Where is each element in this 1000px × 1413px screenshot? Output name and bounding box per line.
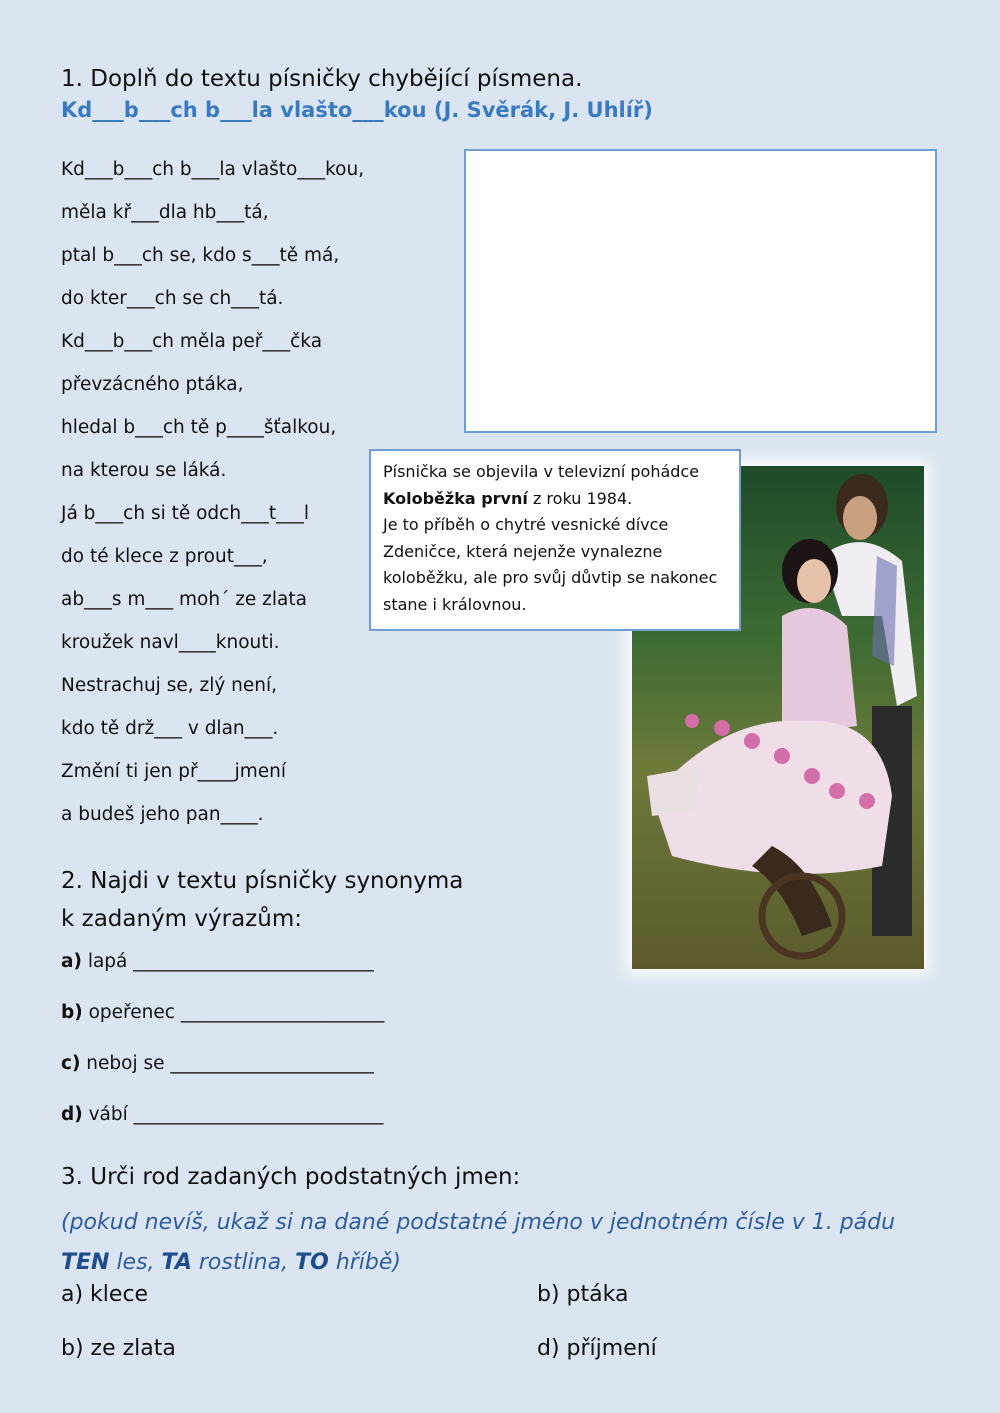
- item-word: neboj se: [80, 1053, 171, 1074]
- hint-hribe: hříbě): [328, 1250, 402, 1275]
- answer-blank[interactable]: __________________________: [133, 951, 374, 972]
- item-letter: c): [61, 1053, 81, 1074]
- answer-box[interactable]: [464, 149, 937, 433]
- lyric-line: hledal b___ch tě p____šťalkou,: [61, 417, 337, 438]
- task3-hint: [61, 1203, 981, 1283]
- lyric-line: Nestrachuj se, zlý není,: [61, 675, 278, 696]
- hint-ten: TEN: [61, 1250, 110, 1275]
- song-lyrics: [61, 148, 364, 836]
- lyric-line: kdo tě drž___ v dlan___.: [61, 718, 279, 739]
- synonym-item[interactable]: [61, 995, 384, 1046]
- hint-to: TO: [295, 1250, 329, 1275]
- item-letter: b): [61, 1002, 83, 1023]
- gender-item[interactable]: b) ptáka: [537, 1282, 629, 1307]
- info-description: Je to příběh o chytré vesnické dívce Zdeničce, která nejenže vynalezne koloběžku, ale pro svůj důvtip se nakonec stane i královnou.: [383, 515, 718, 614]
- hint-line: (pokud nevíš, ukaž si na dané podstatné jméno v jednotném čísle v 1. pádu: [61, 1210, 896, 1235]
- lyric-line: do kter___ch se ch___tá.: [61, 288, 284, 309]
- item-letter: d): [61, 1104, 83, 1125]
- lyric-line: ab___s m___ moh´ ze zlata: [61, 589, 307, 610]
- lyric-line: Kd___b___ch b___la vlašto___kou,: [61, 159, 365, 180]
- item-letter: a): [61, 951, 82, 972]
- lyric-line: ptal b___ch se, kdo s___tě má,: [61, 245, 340, 266]
- info-text: Písnička se objevila v televizní pohádce: [383, 462, 700, 481]
- lyric-line: Změní ti jen př____jmení: [61, 761, 286, 782]
- lyric-line: Kd___b___ch měla peř___čka: [61, 331, 323, 352]
- answer-blank[interactable]: ______________________: [180, 1002, 385, 1023]
- gender-item[interactable]: b) ze zlata: [61, 1336, 176, 1361]
- task2-title: [61, 862, 463, 938]
- answer-blank[interactable]: ______________________: [170, 1053, 374, 1074]
- info-movie-title: Koloběžka první: [383, 488, 528, 508]
- lyric-line: měla kř___dla hb___tá,: [61, 202, 269, 223]
- info-year: z roku 1984.: [527, 488, 633, 508]
- task1-song-title: Kd___b___ch b___la vlašto___kou (J. Svěrák, J. Uhlíř): [61, 98, 653, 122]
- answer-blank[interactable]: ___________________________: [133, 1104, 384, 1125]
- info-box: [369, 449, 741, 631]
- lyric-line: na kterou se láká.: [61, 460, 227, 481]
- gender-item[interactable]: a) klece: [61, 1282, 149, 1307]
- item-word: vábí: [82, 1104, 134, 1125]
- hint-les: les,: [109, 1250, 162, 1275]
- lyric-line: Já b___ch si tě odch___t___l: [61, 503, 309, 524]
- lyric-line: kroužek navl____knouti.: [61, 632, 280, 653]
- task3-title: 3. Urči rod zadaných podstatných jmen:: [61, 1164, 521, 1190]
- task2-title-line: 2. Najdi v textu písničky synonyma: [61, 868, 464, 894]
- hint-line: [61, 1243, 981, 1283]
- synonym-item[interactable]: [61, 1046, 384, 1097]
- task2-title-line: k zadaným výrazům:: [61, 906, 302, 932]
- lyric-line: a budeš jeho pan____.: [61, 804, 264, 825]
- item-word: opeřenec: [82, 1002, 181, 1023]
- gender-item[interactable]: d) příjmení: [537, 1336, 657, 1361]
- hint-ta: TA: [161, 1250, 192, 1275]
- synonym-item[interactable]: [61, 1097, 384, 1148]
- synonym-list: [61, 944, 384, 1148]
- lyric-line: převzácného ptáka,: [61, 374, 244, 395]
- task1-title: 1. Doplň do textu písničky chybějící písmena.: [61, 66, 583, 92]
- item-word: lapá: [81, 951, 134, 972]
- lyric-line: do té klece z prout___,: [61, 546, 268, 567]
- synonym-item[interactable]: [61, 944, 384, 995]
- hint-rostlina: rostlina,: [191, 1250, 296, 1275]
